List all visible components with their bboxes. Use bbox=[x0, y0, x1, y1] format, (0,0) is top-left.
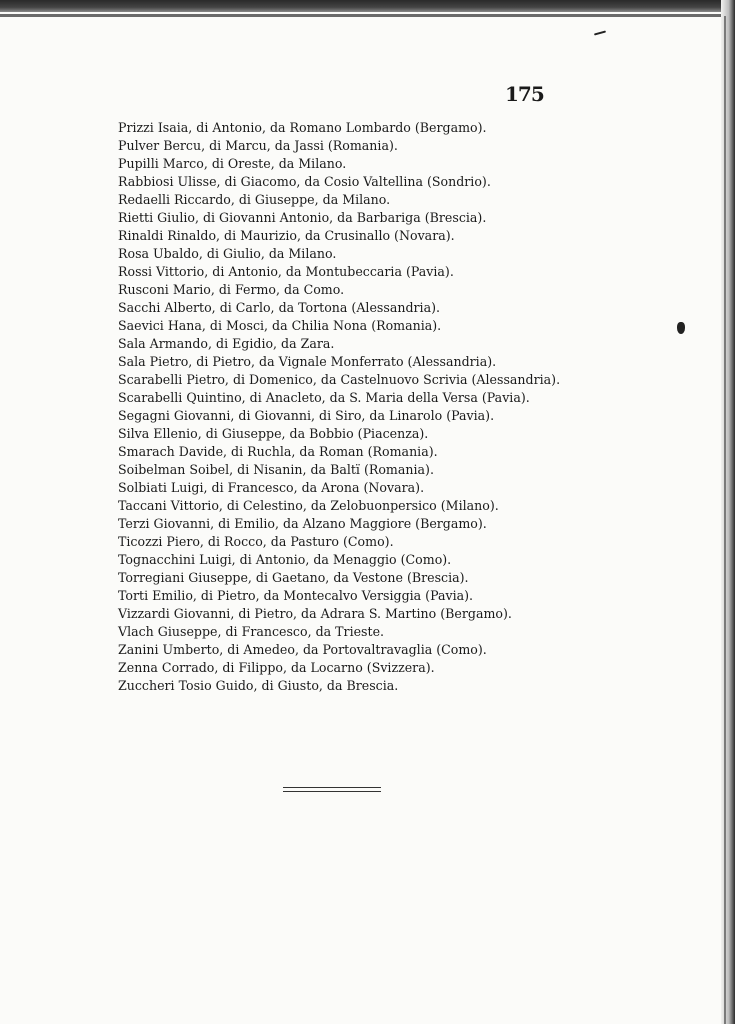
top-border-line bbox=[0, 14, 735, 17]
list-item: Rietti Giulio, di Giovanni Antonio, da Barbariga (Brescia). bbox=[118, 210, 487, 225]
list-item: Zanini Umberto, di Amedeo, da Portovaltravaglia (Como). bbox=[118, 642, 487, 657]
list-item: Redaelli Riccardo, di Giuseppe, da Milano. bbox=[118, 192, 391, 207]
list-item: Sacchi Alberto, di Carlo, da Tortona (Alessandria). bbox=[118, 300, 440, 315]
list-item: Soibelman Soibel, di Nisanin, da Baltï (Romania). bbox=[118, 462, 434, 477]
list-item: Silva Ellenio, di Giuseppe, da Bobbio (Piacenza). bbox=[118, 426, 429, 441]
list-item: Tognacchini Luigi, di Antonio, da Menaggio (Como). bbox=[118, 552, 452, 567]
list-item: Sala Pietro, di Pietro, da Vignale Monferrato (Alessandria). bbox=[118, 354, 497, 369]
list-item: Zuccheri Tosio Guido, di Giusto, da Brescia. bbox=[118, 678, 399, 693]
list-item: Torregiani Giuseppe, di Gaetano, da Vestone (Brescia). bbox=[118, 570, 469, 585]
list-item: Solbiati Luigi, di Francesco, da Arona (Novara). bbox=[118, 480, 425, 495]
list-item: Terzi Giovanni, di Emilio, da Alzano Maggiore (Bergamo). bbox=[118, 516, 487, 531]
list-item: Rusconi Mario, di Fermo, da Como. bbox=[118, 282, 345, 297]
list-item: Pupilli Marco, di Oreste, da Milano. bbox=[118, 156, 347, 171]
list-item: Smarach Davide, di Ruchla, da Roman (Romania). bbox=[118, 444, 438, 459]
page-number: 175 bbox=[505, 82, 544, 106]
list-item: Prizzi Isaia, di Antonio, da Romano Lombardo (Bergamo). bbox=[118, 120, 487, 135]
list-item: Saevici Hana, di Mosci, da Chilia Nona (Romania). bbox=[118, 318, 442, 333]
list-item: Taccani Vittorio, di Celestino, da Zelobuonpersico (Milano). bbox=[118, 498, 499, 513]
list-item: Rosa Ubaldo, di Giulio, da Milano. bbox=[118, 246, 337, 261]
list-item: Scarabelli Quintino, di Anacleto, da S. Maria della Versa (Pavia). bbox=[118, 390, 530, 405]
top-border bbox=[0, 0, 735, 12]
list-item: Zenna Corrado, di Filippo, da Locarno (Svizzera). bbox=[118, 660, 435, 675]
closing-double-rule bbox=[283, 787, 381, 792]
list-item: Vizzardi Giovanni, di Pietro, da Adrara S. Martino (Bergamo). bbox=[118, 606, 512, 621]
list-item: Segagni Giovanni, di Giovanni, di Siro, da Linarolo (Pavia). bbox=[118, 408, 495, 423]
list-item: Pulver Bercu, di Marcu, da Jassi (Romania). bbox=[118, 138, 398, 153]
list-item: Sala Armando, di Egidio, da Zara. bbox=[118, 336, 335, 351]
list-item: Rabbiosi Ulisse, di Giacomo, da Cosio Valtellina (Sondrio). bbox=[118, 174, 491, 189]
ink-mark bbox=[594, 30, 606, 35]
list-item: Vlach Giuseppe, di Francesco, da Trieste. bbox=[118, 624, 385, 639]
list-item: Ticozzi Piero, di Rocco, da Pasturo (Como). bbox=[118, 534, 394, 549]
list-item: Rinaldi Rinaldo, di Maurizio, da Crusinallo (Novara). bbox=[118, 228, 455, 243]
list-item: Torti Emilio, di Pietro, da Montecalvo Versiggia (Pavia). bbox=[118, 588, 474, 603]
ink-blot bbox=[677, 322, 685, 334]
list-item: Rossi Vittorio, di Antonio, da Montubeccaria (Pavia). bbox=[118, 264, 454, 279]
right-edge-line bbox=[724, 16, 726, 1024]
name-list bbox=[118, 119, 560, 695]
list-item: Scarabelli Pietro, di Domenico, da Castelnuovo Scrivia (Alessandria). bbox=[118, 372, 561, 387]
